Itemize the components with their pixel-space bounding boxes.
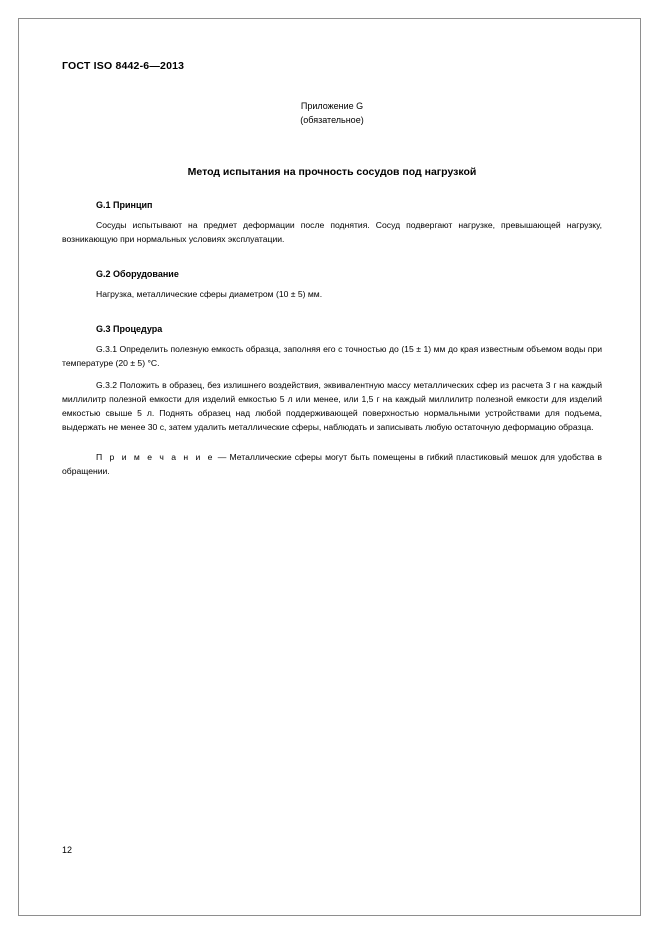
- annex-title: Приложение G: [300, 101, 364, 111]
- section-g2-paragraph-1: Нагрузка, металлические сферы диаметром (10 ± 5) мм.: [96, 288, 323, 299]
- section-g3-paragraph-1: G.3.1 Определить полезную емкость образца, заполняя его с точностью до (15 ± 1) мм до края известным объемом воды при температуре (20 ± 5) °С.: [62, 343, 602, 368]
- document-header: ГОСТ ISO 8442-6—2013: [62, 60, 185, 72]
- annex-subtitle: (обязательное): [300, 114, 364, 125]
- note-block: [62, 451, 602, 479]
- section-g1-paragraph-1: Сосуды испытывают на предмет деформации после поднятия. Сосуд подвергают нагрузке, превышающей нагрузку, возникающую при нормальных условиях эксплуатации.: [62, 219, 602, 244]
- section-heading-g2: G.2 Оборудование: [96, 268, 179, 279]
- annex-block: [62, 100, 602, 128]
- note-text: Металлические сферы могут быть помещены в гибкий пластиковый мешок для удобства в обращении.: [62, 452, 603, 477]
- page-number: 12: [62, 845, 73, 855]
- section-heading-g1: G.1 Принцип: [96, 199, 153, 210]
- note-label: П р и м е ч а н и е: [96, 452, 215, 463]
- section-g3-paragraph-2: G.3.2 Положить в образец, без излишнего воздействия, эквивалентную массу металлических сфер из расчета 3 г на каждый миллилитр полезной емкости для изделий емкостью 5 л или менее, или 1,5 г на каждый миллилитр полезной емкости для изделий емкостью свыше 5 л. Поднять образец над любой поддерживающей поверхностью нормальными устройствами для подъема, выдержать не менее 30 с, затем удалить металлические сферы, наблюдать и записывать любую остаточную деформацию образца.: [62, 380, 602, 433]
- note-dash: —: [214, 452, 230, 463]
- page-content: [62, 60, 602, 479]
- page-title: Метод испытания на прочность сосудов под нагрузкой: [187, 165, 477, 178]
- section-heading-g3: G.3 Процедура: [96, 323, 163, 334]
